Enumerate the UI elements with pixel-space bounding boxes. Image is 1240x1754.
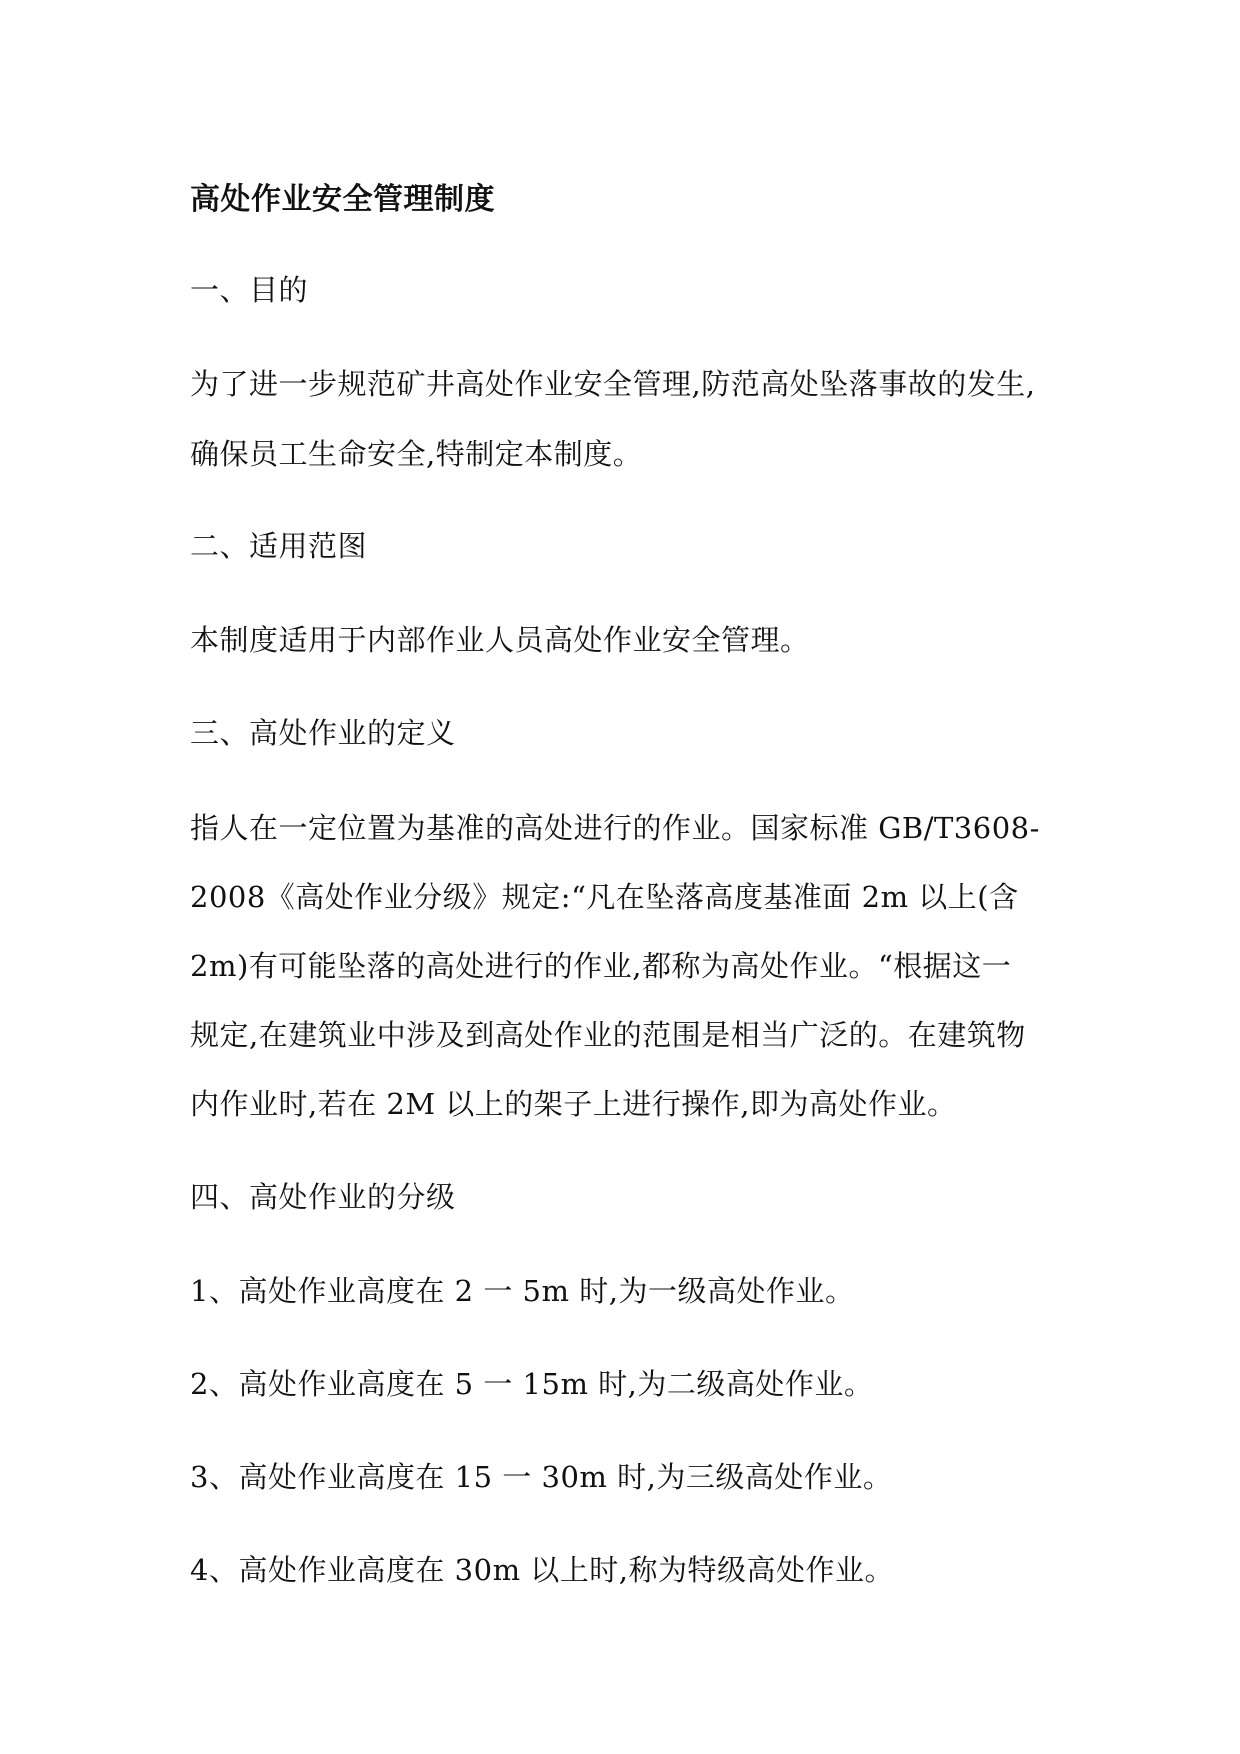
paragraph-line: 指人在一定位置为基准的高处进行的作业。国家标准 GB/T3608- — [190, 811, 1040, 845]
section-heading-classification: 四、高处作业的分级 — [190, 1180, 456, 1214]
section-heading-purpose: 一、目的 — [190, 273, 309, 307]
section-heading-scope: 二、适用范图 — [190, 529, 368, 563]
paragraph-line: 为了进一步规范矿井高处作业安全管理,防范高处坠落事故的发生, — [190, 367, 1036, 401]
document-title: 高处作业安全管理制度 — [190, 182, 495, 217]
section-heading-definition: 三、高处作业的定义 — [190, 716, 456, 750]
list-item: 2、高处作业高度在 5 一 15m 时,为二级高处作业。 — [190, 1367, 874, 1401]
paragraph-line: 2008《高处作业分级》规定:“凡在坠落高度基准面 2m 以上(含 — [190, 880, 1019, 914]
paragraph-line: 确保员工生命安全,特制定本制度。 — [190, 437, 643, 471]
paragraph-line: 2m)有可能坠落的高处进行的作业,都称为高处作业。“根据这一 — [190, 949, 1012, 983]
list-item: 1、高处作业高度在 2 一 5m 时,为一级高处作业。 — [190, 1274, 855, 1308]
list-item: 4、高处作业高度在 30m 以上时,称为特级高处作业。 — [190, 1553, 895, 1587]
paragraph-line: 本制度适用于内部作业人员高处作业安全管理。 — [190, 623, 810, 657]
paragraph-line: 规定,在建筑业中涉及到高处作业的范围是相当广泛的。在建筑物 — [190, 1018, 1026, 1052]
list-item: 3、高处作业高度在 15 一 30m 时,为三级高处作业。 — [190, 1460, 893, 1494]
paragraph-line: 内作业时,若在 2M 以上的架子上进行操作,即为高处作业。 — [190, 1087, 957, 1121]
